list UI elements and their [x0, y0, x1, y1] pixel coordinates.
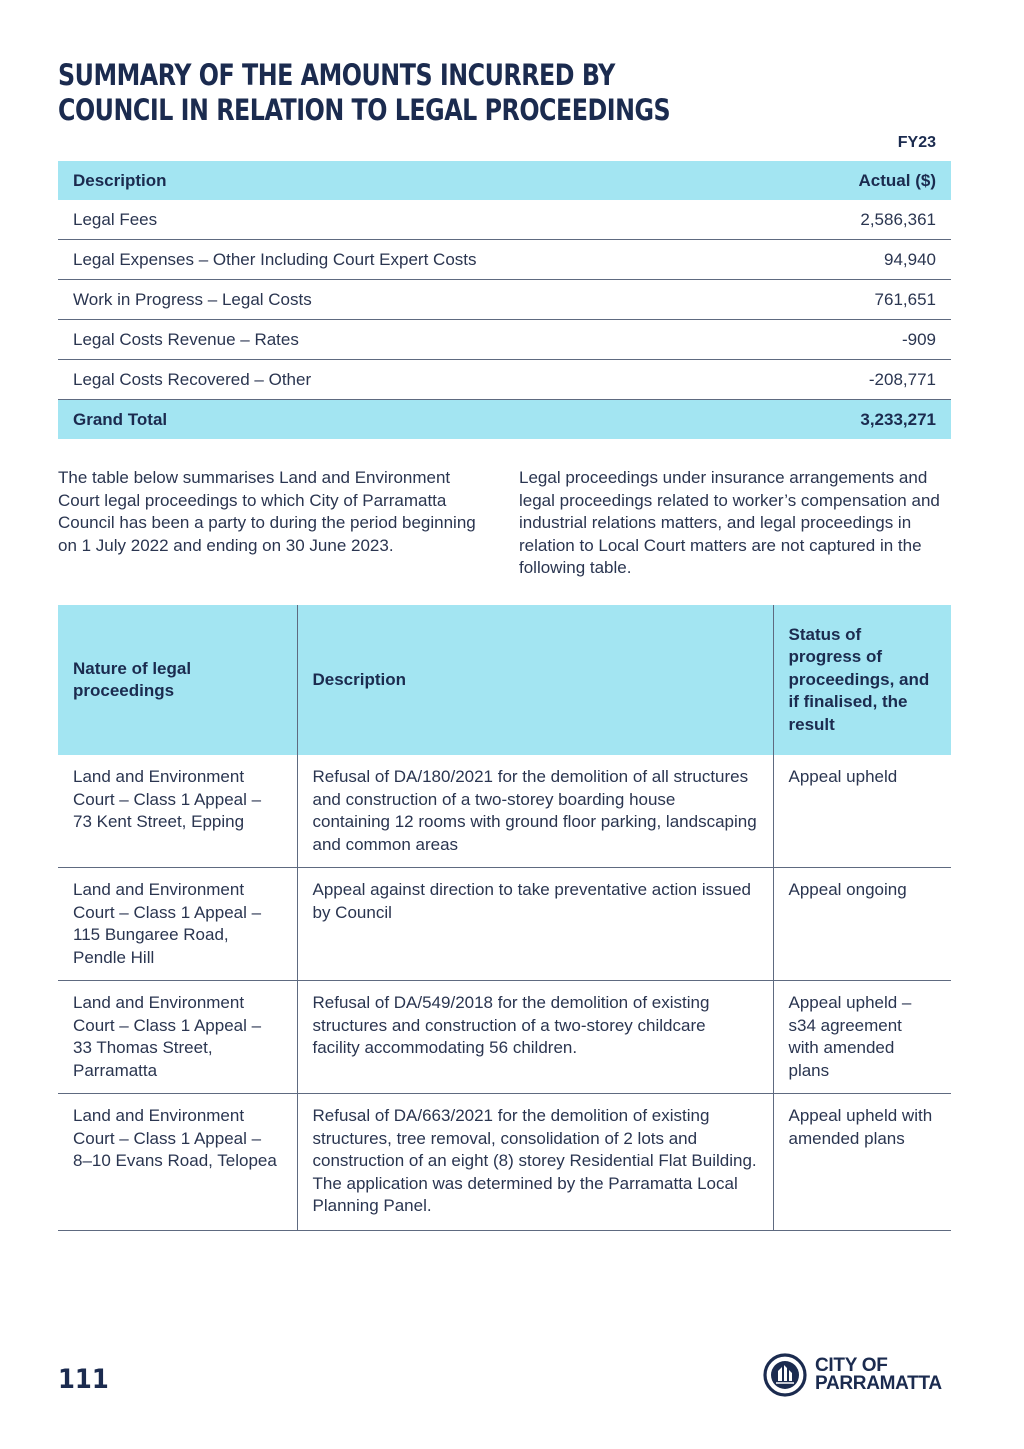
- table-row: [58, 1094, 951, 1231]
- cost-description: Legal Fees: [58, 200, 774, 240]
- proceeding-nature: Land and Environment Court – Class 1 Appeal – 8–10 Evans Road, Telopea: [58, 1094, 297, 1231]
- proceeding-nature: Land and Environment Court – Class 1 Appeal – 33 Thomas Street, Parramatta: [58, 981, 297, 1094]
- cost-description: Legal Costs Revenue – Rates: [58, 320, 774, 360]
- column-header-description: Description: [297, 605, 773, 755]
- proceeding-description: Appeal against direction to take preventative action issued by Council: [297, 868, 773, 981]
- legal-proceedings-table: [58, 605, 951, 1231]
- proceeding-description: Refusal of DA/549/2018 for the demolition of existing structures and construction of a two-storey childcare facility accommodating 56 children.: [297, 981, 773, 1094]
- proceeding-status: Appeal upheld – s34 agreement with amended plans: [773, 981, 951, 1094]
- logo-wordmark: [815, 1357, 942, 1393]
- city-seal-icon: [763, 1353, 807, 1397]
- grand-total-row: [58, 400, 951, 440]
- cost-description: Legal Costs Recovered – Other: [58, 360, 774, 400]
- logo-line-1: CITY OF: [815, 1355, 888, 1376]
- column-header-description: Description: [58, 161, 774, 200]
- table-row: [58, 981, 951, 1094]
- intro-paragraph-left: The table below summarises Land and Environment Court legal proceedings to which City of Parramatta Council has been a party to during the period beginning on 1 July 2022 and ending on 30 June 2023.: [58, 468, 476, 555]
- proceeding-description: Refusal of DA/180/2021 for the demolition of all structures and construction of a two-storey boarding house containing 12 rooms with ground floor parking, landscaping and common areas: [297, 755, 773, 868]
- cost-description: Work in Progress – Legal Costs: [58, 280, 774, 320]
- proceeding-status: Appeal ongoing: [773, 868, 951, 981]
- cost-amount: 94,940: [774, 240, 951, 280]
- proceeding-status: Appeal upheld with amended plans: [773, 1094, 951, 1231]
- table-row: [58, 755, 951, 868]
- table-row: [58, 280, 951, 320]
- table-header-row: [58, 161, 951, 200]
- cost-amount: 2,586,361: [774, 200, 951, 240]
- cost-amount: -208,771: [774, 360, 951, 400]
- column-header-status: Status of progress of proceedings, and if finalised, the result: [773, 605, 951, 755]
- proceeding-status: Appeal upheld: [773, 755, 951, 868]
- cost-description: Legal Expenses – Other Including Court Expert Costs: [58, 240, 774, 280]
- intro-paragraph-right: Legal proceedings under insurance arrangements and legal proceedings related to worker’s compensation and industrial relations matters, and legal proceedings in relation to Local Court matters are not captured in the following table.: [519, 468, 940, 577]
- table-row: [58, 868, 951, 981]
- proceeding-nature: Land and Environment Court – Class 1 Appeal – 73 Kent Street, Epping: [58, 755, 297, 868]
- fiscal-year-label: FY23: [897, 134, 936, 151]
- cost-amount: 761,651: [774, 280, 951, 320]
- city-of-parramatta-logo: [763, 1352, 953, 1398]
- column-header-amount: Actual ($): [774, 161, 951, 200]
- table-row: [58, 360, 951, 400]
- table-header-row: [58, 605, 951, 755]
- proceeding-nature: Land and Environment Court – Class 1 Appeal – 115 Bungaree Road, Pendle Hill: [58, 868, 297, 981]
- column-header-nature: Nature of legal proceedings: [58, 605, 297, 755]
- page-title: SUMMARY OF THE AMOUNTS INCURRED BY COUNCIL IN RELATION TO LEGAL PROCEEDINGS: [58, 58, 671, 127]
- logo-line-2: PARRAMATTA: [815, 1373, 942, 1394]
- table-row: [58, 320, 951, 360]
- grand-total-amount: 3,233,271: [774, 400, 951, 440]
- legal-costs-table: [58, 161, 951, 439]
- page-number: 111: [58, 1364, 109, 1395]
- table-row: [58, 240, 951, 280]
- grand-total-label: Grand Total: [58, 400, 774, 440]
- proceeding-description: Refusal of DA/663/2021 for the demolition of existing structures, tree removal, consolidation of 2 lots and construction of an eight (8) storey Residential Flat Building. The application was determined by the Parramatta Local Planning Panel.: [297, 1094, 773, 1231]
- cost-amount: -909: [774, 320, 951, 360]
- table-row: [58, 200, 951, 240]
